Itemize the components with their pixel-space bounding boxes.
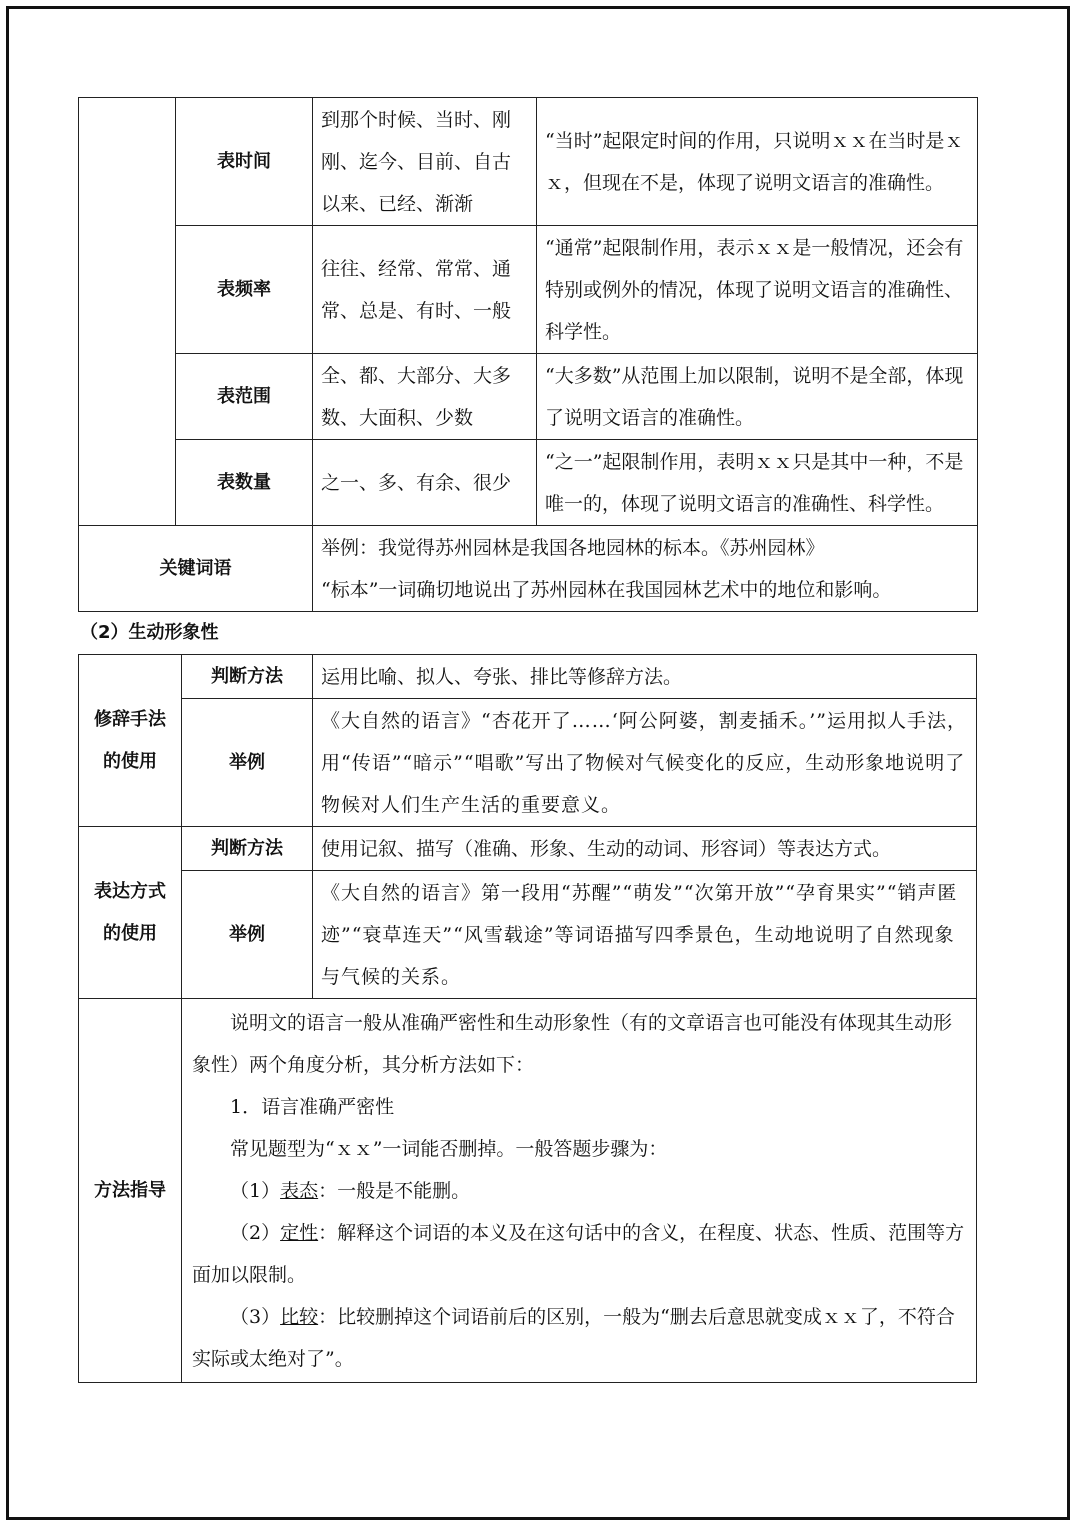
guide-step-2: （2）定性：解释这个词语的本义及在这句话中的含义，在程度、状态、性质、范围等方面加以限制。 (192, 1221, 965, 1286)
section-title: （2）生动形象性 (80, 622, 219, 643)
accuracy-table (78, 97, 978, 612)
method-cell: 使用记叙、描写（准确、形象、生动的动词、形容词）等表达方式。 (313, 827, 977, 871)
expression-label: 表达方式的使用 (79, 827, 182, 999)
table-row (79, 871, 977, 999)
words-cell: 到那个时候、当时、刚刚、迄今、目前、自古以来、已经、渐渐 (313, 98, 537, 226)
example-cell: 《大自然的语言》“杏花开了……‘阿公阿婆，割麦插禾。’”运用拟人手法，用“传语”“暗示”“唱歌”写出了物候对气候变化的反应，生动形象地说明了物候对人们生产生活的重要意义。 (313, 699, 977, 827)
table-row (79, 526, 978, 612)
table-row (79, 440, 978, 526)
table-row (79, 655, 977, 699)
table-row (79, 98, 978, 226)
explain-cell: “通常”起限制作用，表示ｘｘ是一般情况，还会有特别或例外的情况，体现了说明文语言的准确性、科学性。 (537, 226, 978, 354)
example-label: 举例 (182, 699, 313, 827)
method-label: 判断方法 (182, 827, 313, 871)
rhetoric-label: 修辞手法的使用 (79, 655, 182, 827)
example-label: 举例 (182, 871, 313, 999)
guide-question-type: 常见题型为“ｘｘ”一词能否删掉。一般答题步骤为： (230, 1137, 668, 1160)
step-keyword: 表态 (280, 1179, 319, 1202)
guide-intro: 说明文的语言一般从准确严密性和生动形象性（有的文章语言也可能没有体现其生动形象性）两个角度分析，其分析方法如下： (192, 1011, 953, 1076)
explain-cell: “大多数”从范围上加以限制，说明不是全部，体现了说明文语言的准确性。 (537, 354, 978, 440)
blank-cell (79, 98, 176, 526)
key-words-cell (313, 526, 978, 612)
table-row (79, 354, 978, 440)
words-cell: 全、都、大部分、大多数、大面积、少数 (313, 354, 537, 440)
key-words-label: 关键词语 (79, 526, 313, 612)
guide-step-3: （3）比较：比较删掉这个词语前后的区别，一般为“删去后意思就变成ｘｘ了，不符合实际或太绝对了”。 (192, 1305, 955, 1370)
method-label: 判断方法 (182, 655, 313, 699)
table-row (79, 827, 977, 871)
row-label: 表时间 (176, 98, 313, 226)
method-cell: 运用比喻、拟人、夸张、排比等修辞方法。 (313, 655, 977, 699)
explain-cell: “当时”起限定时间的作用，只说明ｘｘ在当时是ｘｘ，但现在不是，体现了说明文语言的准确性。 (537, 98, 978, 226)
row-label: 表频率 (176, 226, 313, 354)
vividness-table (78, 654, 977, 1383)
table-row (79, 999, 977, 1383)
guide-heading: 1．语言准确严密性 (230, 1095, 395, 1118)
key-explain-line: “标本”一词确切地说出了苏州园林在我国园林艺术中的地位和影响。 (321, 578, 892, 601)
example-cell: 《大自然的语言》第一段用“苏醒”“萌发”“次第开放”“孕育果实”“销声匿迹”“衰草连天”“风雪载途”等词语描写四季景色，生动地说明了自然现象与气候的关系。 (313, 871, 977, 999)
table-row (79, 699, 977, 827)
row-label: 表范围 (176, 354, 313, 440)
guide-step-1: （1）表态：一般是不能删。 (230, 1179, 471, 1202)
step-keyword: 比较 (280, 1305, 319, 1328)
key-example-line: 举例：我觉得苏州园林是我国各地园林的标本。《苏州园林》 (321, 536, 825, 559)
words-cell: 往往、经常、常常、通常、总是、有时、一般 (313, 226, 537, 354)
row-label: 表数量 (176, 440, 313, 526)
guide-label: 方法指导 (79, 999, 182, 1383)
step-keyword: 定性 (280, 1221, 319, 1244)
table-row (79, 226, 978, 354)
explain-cell: “之一”起限制作用，表明ｘｘ只是其中一种，不是唯一的，体现了说明文语言的准确性、科学性。 (537, 440, 978, 526)
guide-cell (182, 999, 977, 1383)
words-cell: 之一、多、有余、很少 (313, 440, 537, 526)
